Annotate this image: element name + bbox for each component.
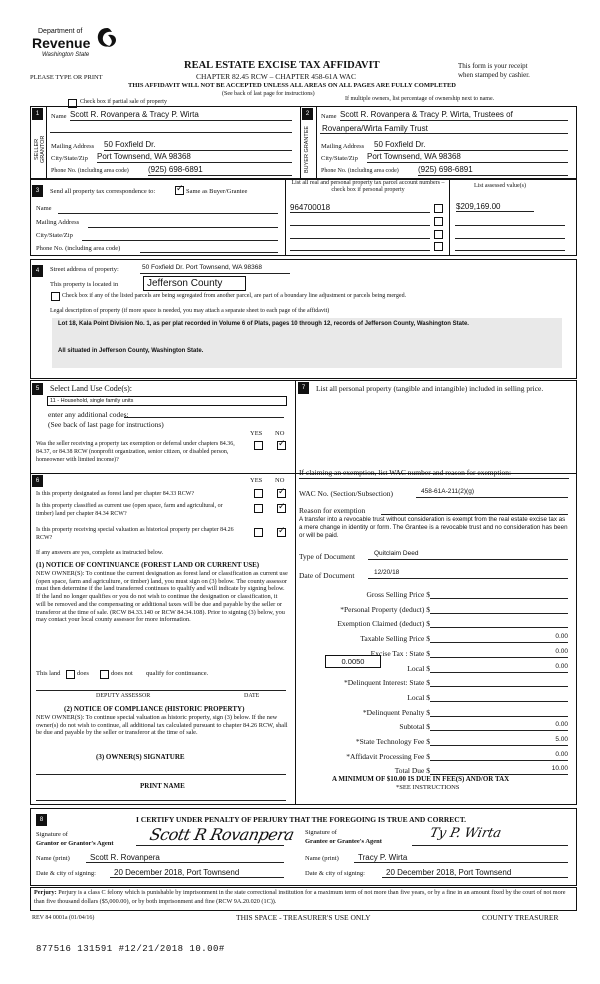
grantee-signature[interactable]: Ty P. Wirta [428,826,503,841]
doc-type[interactable]: Quitclaim Deed [374,550,419,557]
s5-yes-header: YES [250,430,263,437]
deputy-date-label: DATE [244,693,260,699]
does-checkbox[interactable] [66,670,75,679]
section-6-marker: 6 [32,475,43,487]
grantee-sig-label-2: Grantee or Grantee's Agent [305,838,382,845]
section-2-marker: 2 [302,108,313,120]
assessed-header: List assessed value(s) [474,183,526,189]
current-use-yes-checkbox[interactable] [254,504,263,513]
calc-row-value[interactable] [430,707,568,717]
calc-row-value[interactable] [430,677,568,687]
personal-property-checkbox-1[interactable] [434,204,443,213]
seller-address-label: Mailing Address [51,143,95,150]
local-rate-field[interactable]: 0.0050 [325,655,381,668]
seller-address[interactable]: 50 Foxfield Dr. [104,140,156,149]
dept-top: Department of [38,28,83,35]
corr-name-label: Name [36,205,52,212]
calc-row-label: Local $ [407,663,430,673]
receipt-note-1: This form is your receipt [458,62,528,70]
assessed-value-1[interactable]: $209,169.00 [456,202,534,212]
buyer-phone-label: Phone No. (including area code) [321,168,399,174]
perjury-text [34,888,572,906]
section-1-marker: 1 [32,108,43,120]
grantor-date-label: Date & city of signing: [36,870,96,877]
wac-label: WAC No. (Section/Subsection) [299,489,393,498]
cashier-stamp: 877516 131591 #12/21/2018 10.00# [36,944,225,954]
seller-city[interactable]: Port Townsend, WA 98368 [97,152,191,161]
legal-description-2: All situated in Jefferson County, Washington State. [58,348,204,354]
form-chapter: CHAPTER 82.45 RCW – CHAPTER 458-61A WAC [196,72,356,81]
correspondence-label: Send all property tax correspondence to: [50,188,156,195]
reason-label: Reason for exemption [299,506,366,515]
section-5-marker: 5 [32,383,43,395]
personal-property-label: List all personal property (tangible and intangible) included in selling price. [316,384,544,393]
form-revision: REV 84 0001a (01/04/16) [32,915,95,921]
calc-row-label: Total Due $ [394,766,430,776]
calc-row-value[interactable] [430,618,568,628]
buyer-city[interactable]: Port Townsend, WA 98368 [367,152,461,161]
personal-property-checkbox-3[interactable] [434,230,443,239]
notice-compliance-text: NEW OWNER(S): To continue special valuation as historic property, sign (3) below. If the new owner(s) do not wish to continue, all additional tax calculated pursuant to chapter 84.26 RCW, shall be due and payable by the seller or transferor at the time of sale. [36,714,288,737]
buyer-name-2[interactable]: Rovanpera/Wirta Family Trust [322,124,428,133]
calc-row-value[interactable] [430,692,568,702]
form-warning: THIS AFFIDAVIT WILL NOT BE ACCEPTED UNLESS ALL AREAS ON ALL PAGES ARE FULLY COMPLETED [128,82,456,89]
notice-continuance-text: NEW OWNER(S): To continue the current designation as forest land or classification as current use (open space, farm and agriculture, or timber) land, you must sign on (3) below. The county assessor must then determine if the land transferred continues to qualify and will indicate by signing below. If the land no longer qualifies or you do not wish to continue the designation or classification, it will be removed and the compensating or additional taxes will be due and payable by the seller or transferor at the time of sale. (RCW 84.33.140 or RCW 84.34.108). Prior to signing (3) below, you may contact your local county assessor for more information. [36,570,288,624]
notice-compliance-title: (2) NOTICE OF COMPLIANCE (HISTORIC PROPERTY) [64,705,245,713]
buyer-name-1[interactable]: Scott R. Rovanpera & Tracy P. Wirta, Trustees of [340,110,513,119]
grantee-name-label: Name (print) [305,855,339,862]
calc-row-label: Taxable Selling Price $ [360,634,430,644]
calc-row-label: Exemption Claimed (deduct) $ [337,619,430,629]
seller-grantor-label: SELLER GRANTOR [34,135,46,163]
land-use-label: Select Land Use Code(s): [50,384,132,393]
forest-yes-checkbox[interactable] [254,489,263,498]
see-back: (See back of last page for instructions) [222,91,315,97]
grantor-sig-label-1: Signature of [36,831,68,838]
additional-codes-label: enter any additional codes: [48,410,129,419]
calc-row-label: Gross Selling Price $ [366,590,430,599]
see-instructions-note: *SEE INSTRUCTIONS [396,784,460,791]
exemption-claim-label: If claiming an exemption, list WAC number and reason for exemption: [299,468,512,477]
same-as-buyer-label: Same as Buyer/Grantee [186,188,248,195]
exemption-reason[interactable]: A transfer into a revocable trust without consideration is exempt from the real estate excise tax as a mere change in identity or form. The Grantee is a revocable trust and no consideration has been or will be paid. [299,516,568,539]
does-label: does [77,670,89,677]
exemption-yes-checkbox[interactable] [254,441,263,450]
this-land-label: This land [36,670,61,677]
buyer-address[interactable]: 50 Foxfield Dr. [374,140,426,149]
perjury-statement: Perjury is a class C felony which is punishable by imprisonment in the state correctional institution for a maximum term of not more than five years, or by a fine in an amount fixed by the court of not more than five thousand dollars ($5,000.00), or by both imprisonment and fine (RCW 9A.20.020 (1C)). [34,889,566,905]
s5-no-header: NO [275,430,285,437]
land-use-see-back: (See back of last page for instructions) [48,420,164,429]
historic-yes-checkbox[interactable] [254,528,263,537]
s6-no-header: NO [275,477,285,484]
corr-phone-label: Phone No. (including area code) [36,245,121,252]
legal-description-label: Legal description of property (if more space is needed, you may attach a separate sheet to each page of the affidavit) [50,308,330,314]
treasurer-space: THIS SPACE - TREASURER'S USE ONLY [236,913,371,922]
does-not-label: does not [111,670,133,677]
calc-row-value[interactable]: 0.00 [430,648,568,658]
section-8-marker: 8 [36,814,47,826]
calc-row-label: Local $ [407,692,430,702]
please-type: PLEASE TYPE OR PRINT [30,74,103,81]
legal-description-1: Lot 18, Kala Point Division No. 1, as per plat recorded in Volume 6 of Plats, pages 10 through 12, records of Jefferson County, Washington State. [58,321,469,327]
seller-name-label: Name [51,113,67,120]
doc-date-label: Date of Document [299,571,355,580]
calc-row-value[interactable]: 0.00 [430,721,568,731]
multiple-owners-note: If multiple owners, list percentage of ownership next to name. [345,96,495,102]
perjury-label: Perjury: [34,889,57,896]
calc-row-value[interactable]: 0.00 [430,663,568,673]
minimum-due-note: A MINIMUM OF $10.00 IS DUE IN FEE(S) AND/OR TAX [332,775,510,783]
calc-row-value[interactable]: 0.00 [430,633,568,643]
section-3-marker: 3 [32,185,43,197]
land-use-select[interactable]: 11 - Household, single family units [47,396,287,406]
does-not-checkbox[interactable] [100,670,109,679]
grantor-date-city[interactable]: 20 December 2018, Port Townsend [114,868,240,877]
print-name-label: PRINT NAME [140,782,185,790]
accounts-header: List all real and personal property tax parcel account numbers – check box if personal property [291,180,445,193]
forest-land-question: Is this property designated as forest land per chapter 84.33 RCW? [36,491,195,497]
calc-row-label: *State Technology Fee $ [355,737,430,746]
grantor-name-label: Name (print) [36,855,70,862]
grantee-date-city[interactable]: 20 December 2018, Port Townsend [386,868,512,877]
exemption-question: Was the seller receiving a property tax exemption or deferral under chapters 84.36, 84.37, or 84.38 RCW (nonprofit organization, senior citizen, or disabled person, homeowner with limited income)? [36,441,235,463]
owner-signature-label: (3) OWNER(S) SIGNATURE [96,753,185,761]
doc-type-label: Type of Document [299,552,356,561]
grantee-name[interactable]: Tracy P. Wirta [358,853,408,862]
wac-number[interactable]: 458-61A-211(2)(g) [421,488,474,495]
seller-name[interactable]: Scott R. Rovanpera & Tracy P. Wirta [70,110,199,119]
notice-continuance-title: (1) NOTICE OF CONTINUANCE (FOREST LAND OR CURRENT USE) [36,561,260,569]
corr-address-label: Mailing Address [36,219,80,226]
buyer-address-label: Mailing Address [321,143,365,150]
buyer-grantee-label: BUYER GRANTEE [304,125,310,173]
seller-city-label: City/State/Zip [51,155,88,162]
dept-state: Washington State [42,52,90,58]
dept-name: Revenue [32,35,91,51]
certify-statement: I CERTIFY UNDER PENALTY OF PERJURY THAT THE FOREGOING IS TRUE AND CORRECT. [136,815,467,824]
grantor-sig-label-2: Grantor or Grantor's Agent [36,840,114,847]
calc-row-value[interactable] [430,604,568,614]
current-use-question: Is this property classified as current use (open space, farm and agricultural, or timber) land per chapter 84.34 RCW? [36,503,223,517]
historic-no-checkbox[interactable] [277,528,286,537]
calc-row-label: *Personal Property (deduct) $ [340,604,430,614]
segregation-checkbox[interactable] [51,292,60,301]
county-treasurer: COUNTY TREASURER [482,913,559,922]
calc-row-label: *Delinquent Penalty $ [362,707,430,717]
forest-no-checkbox[interactable] [277,489,286,498]
calc-row-label: *Delinquent Interest: State $ [343,678,430,688]
calc-row-value[interactable] [430,589,568,599]
same-as-buyer-checkbox[interactable] [175,186,184,195]
seller-phone[interactable]: (925) 698-6891 [148,165,203,174]
segregation-label: Check box if any of the listed parcels are being segregated from another parcel, are part of a boundary line adjustment or parcels being merged. [62,293,407,299]
calc-row-label: Excise Tax : State $ [370,648,430,658]
seller-phone-label: Phone No. (including area code) [51,168,129,174]
street-label: Street address of property: [50,266,119,273]
exemption-no-checkbox[interactable] [277,441,286,450]
street-address[interactable]: 50 Foxfield Dr. Port Townsend, WA 98368 [142,264,262,271]
form-title: REAL ESTATE EXCISE TAX AFFIDAVIT [184,60,380,71]
grantor-name[interactable]: Scott R. Rovanpera [90,853,160,862]
account-number-1[interactable]: 964700018 [290,203,331,212]
located-label: This property is located in [50,281,119,288]
historic-question: Is this property receiving special valuation as historical property per chapter 84.26 RCW? [36,527,234,541]
current-use-no-checkbox[interactable] [277,504,286,513]
calc-row-label: *Affidavit Processing Fee $ [346,751,430,761]
corr-city-label: City/State/Zip [36,232,73,239]
buyer-city-label: City/State/Zip [321,155,358,162]
grantee-sig-label-1: Signature of [305,829,337,836]
s6-yes-header: YES [250,477,263,484]
doc-date[interactable]: 12/20/18 [374,569,400,576]
if-yes-note: If any answers are yes, complete as instructed below. [36,550,164,556]
calc-row-label: Subtotal $ [399,722,430,732]
partial-sale-label: Check box if partial sale of property [80,99,167,105]
grantee-date-label: Date & city of signing: [305,870,365,877]
calc-row-value[interactable]: 10.00 [430,765,568,775]
grantor-signature[interactable]: Scott R Rovanpera [147,825,296,844]
buyer-phone[interactable]: (925) 698-6891 [418,165,473,174]
section-4-marker: 4 [32,265,43,277]
revenue-logo-icon [96,26,118,50]
personal-property-checkbox-4[interactable] [434,242,443,251]
receipt-note-2: when stamped by cashier. [458,71,530,79]
qualify-label: qualify for continuance. [146,670,209,677]
calc-row-value[interactable]: 5.00 [430,736,568,746]
deputy-assessor-label: DEPUTY ASSESSOR [96,693,151,699]
calc-row-value[interactable]: 0.00 [430,751,568,761]
buyer-name-label: Name [321,113,337,120]
revenue-logo [32,22,122,64]
section-7-marker: 7 [298,382,309,394]
personal-property-checkbox-2[interactable] [434,217,443,226]
county-field[interactable]: Jefferson County [143,276,246,291]
